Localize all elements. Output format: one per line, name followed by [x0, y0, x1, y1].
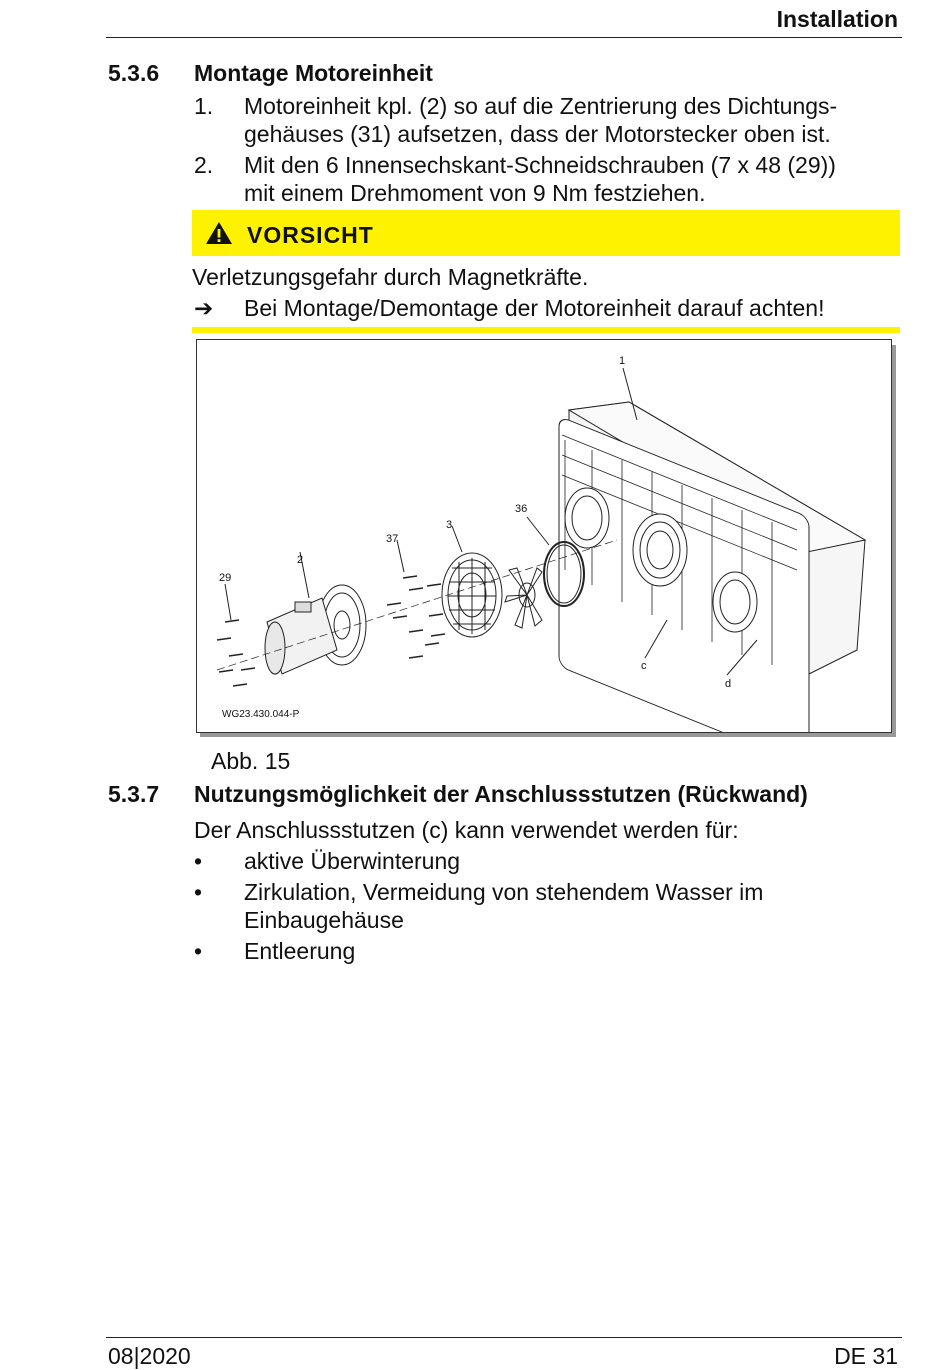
page-number: DE 31	[834, 1343, 898, 1369]
callout-37: 37	[386, 533, 399, 545]
section-number: 5.3.6	[108, 60, 160, 86]
step-number: 2.	[194, 152, 214, 178]
warning-label: VORSICHT	[247, 222, 374, 248]
bullet-text-line: Zirkulation, Vermeidung von stehendem Wasser im	[244, 879, 764, 905]
figure-caption: Abb. 15	[211, 748, 291, 774]
warning-end-rule	[192, 327, 900, 333]
section-title: Montage Motoreinheit	[194, 60, 433, 86]
step-number: 1.	[194, 93, 214, 119]
figure-frame	[196, 339, 892, 733]
section-number: 5.3.7	[108, 781, 160, 807]
warning-action: Bei Montage/Demontage der Motoreinheit darauf achten!	[244, 295, 825, 321]
callout-3: 3	[446, 519, 453, 531]
step-text-line: Mit den 6 Innensechskant-Schneidschrauben (7 x 48 (29))	[244, 152, 836, 178]
callout-29: 29	[219, 572, 232, 584]
step-text-line: Motoreinheit kpl. (2) so auf die Zentrierung des Dichtungs-	[244, 93, 838, 119]
bullet-text-line: Einbaugehäuse	[244, 907, 404, 933]
exploded-assembly-drawing	[197, 340, 891, 732]
bullet-icon: •	[194, 879, 203, 905]
callout-2: 2	[297, 554, 304, 566]
step-text-line: gehäuses (31) aufsetzen, dass der Motorstecker oben ist.	[244, 121, 831, 147]
callout-c: c	[641, 660, 647, 672]
running-header-title: Installation	[776, 6, 898, 32]
warning-triangle-icon	[205, 221, 233, 245]
callout-1: 1	[619, 355, 626, 367]
warning-text: Verletzungsgefahr durch Magnetkräfte.	[192, 264, 589, 290]
footer-date: 08|2020	[108, 1343, 191, 1369]
arrow-right-icon: ➔	[194, 295, 214, 321]
bullet-icon: •	[194, 938, 203, 964]
housing-body	[559, 402, 865, 732]
impeller	[505, 568, 542, 628]
bullet-text-line: aktive Überwinterung	[244, 848, 461, 874]
callout-36: 36	[515, 503, 528, 515]
bullet-text-line: Entleerung	[244, 938, 356, 964]
seal-housing	[442, 553, 502, 637]
motor-unit	[265, 585, 366, 674]
figure-code: WG23.430.044-P	[222, 709, 300, 720]
section-intro: Der Anschlussstutzen (c) kann verwendet werden für:	[194, 817, 739, 843]
step-text-line: mit einem Drehmoment von 9 Nm festziehen.	[244, 180, 706, 206]
section-title: Nutzungsmöglichkeit der Anschlussstutzen (Rückwand)	[194, 781, 808, 807]
callout-d: d	[725, 678, 732, 690]
header-rule	[106, 37, 902, 38]
footer-rule	[106, 1337, 902, 1338]
bullet-icon: •	[194, 848, 203, 874]
